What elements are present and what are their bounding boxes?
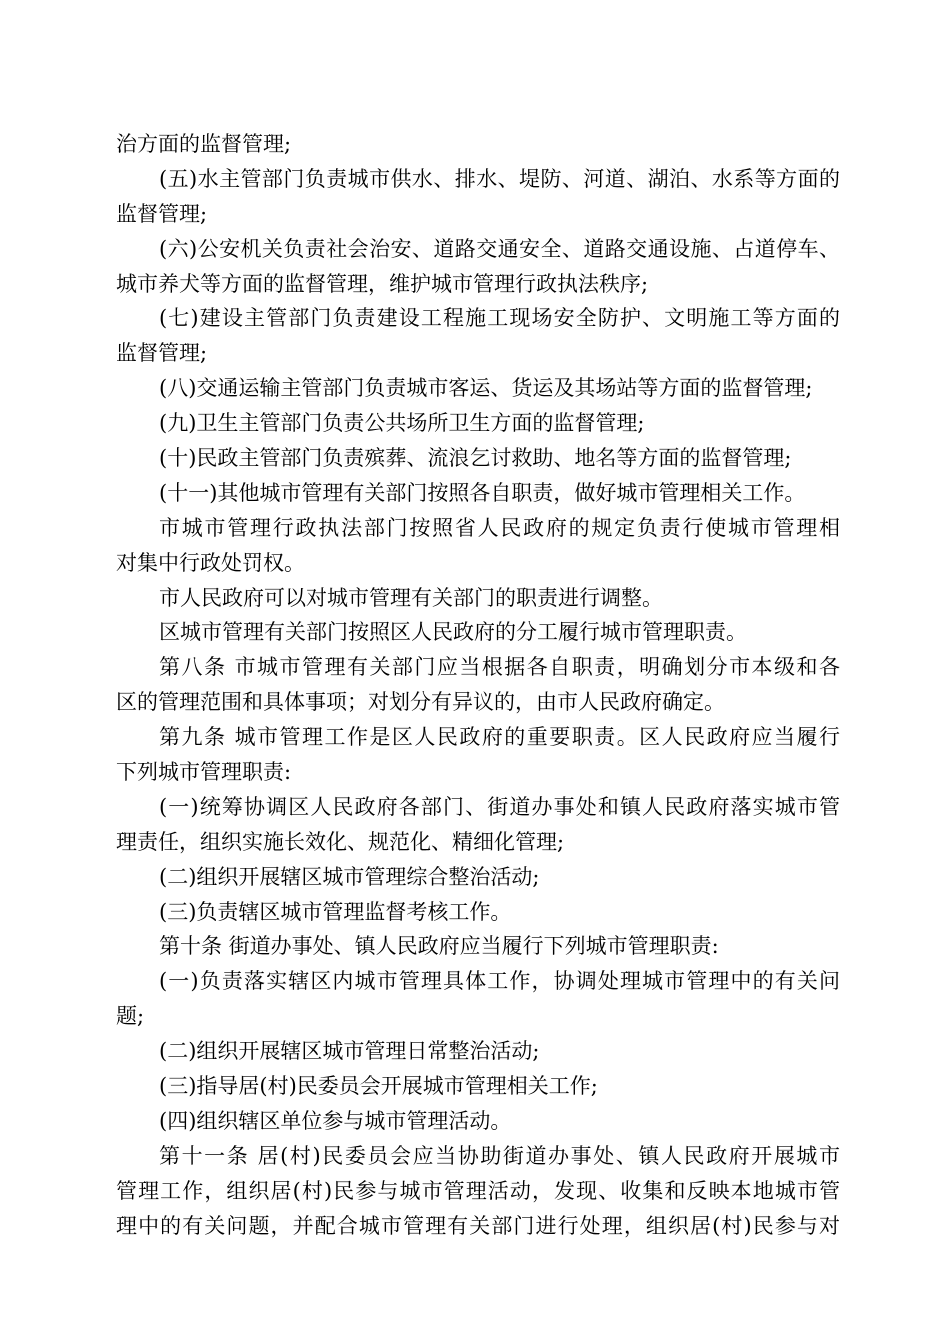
text-line: 第十条 街道办事处、镇人民政府应当履行下列城市管理职责: (159, 934, 719, 959)
text-line: 理中的有关问题，并配合城市管理有关部门进行处理，组织居(村)民参与对 (116, 1213, 840, 1238)
text-line: 市城市管理行政执法部门按照省人民政府的规定负责行使城市管理相 (159, 515, 840, 540)
text-line: 区的管理范围和具体事项；对划分有异议的，由市人民政府确定。 (116, 690, 725, 715)
text-line: 理责任，组织实施长效化、规范化、精细化管理; (116, 829, 565, 854)
text-line: (七)建设主管部门负责建设工程施工现场安全防护、文明施工等方面的 (159, 306, 840, 331)
text-line: (六)公安机关负责社会治安、道路交通安全、道路交通设施、占道停车、 (159, 236, 840, 261)
text-line: 第十一条 居(村)民委员会应当协助街道办事处、镇人民政府开展城市 (159, 1143, 840, 1168)
text-line: (五)水主管部门负责城市供水、排水、堤防、河道、湖泊、水系等方面的 (159, 166, 840, 191)
document-body (116, 127, 840, 1244)
text-line: 第九条 城市管理工作是区人民政府的重要职责。区人民政府应当履行 (159, 725, 840, 750)
text-line: (一)统筹协调区人民政府各部门、街道办事处和镇人民政府落实城市管 (159, 794, 840, 819)
text-line: 监督管理; (116, 341, 208, 366)
text-line: (三)负责辖区城市管理监督考核工作。 (159, 899, 512, 924)
text-line: 治方面的监督管理; (116, 132, 292, 156)
text-line: 监督管理; (116, 201, 208, 226)
text-line: 第八条 市城市管理有关部门应当根据各自职责，明确划分市本级和各 (159, 655, 840, 680)
text-line: (九)卫生主管部门负责公共场所卫生方面的监督管理; (159, 411, 645, 436)
text-line: 管理工作，组织居(村)民参与城市管理活动，发现、收集和反映本地城市管 (116, 1178, 840, 1203)
text-line: (四)组织辖区单位参与城市管理活动。 (159, 1108, 512, 1133)
text-line: 对集中行政处罚权。 (116, 550, 305, 575)
text-line: (十一)其他城市管理有关部门按照各自职责，做好城市管理相关工作。 (159, 480, 806, 505)
text-line: (十)民政主管部门负责殡葬、流浪乞讨救助、地名等方面的监督管理; (159, 446, 792, 471)
text-line: 城市养犬等方面的监督管理，维护城市管理行政执法秩序; (116, 271, 649, 296)
text-line: (二)组织开展辖区城市管理综合整治活动; (159, 864, 540, 889)
text-line: (三)指导居(村)民委员会开展城市管理相关工作; (159, 1074, 598, 1099)
text-line: (八)交通运输主管部门负责城市客运、货运及其场站等方面的监督管理; (159, 376, 813, 401)
text-line: 区城市管理有关部门按照区人民政府的分工履行城市管理职责。 (159, 620, 747, 645)
text-line: 题; (116, 1004, 145, 1029)
text-line: 市人民政府可以对城市管理有关部门的职责进行调整。 (159, 585, 663, 610)
text-line: (二)组织开展辖区城市管理日常整治活动; (159, 1039, 540, 1064)
text-line: 下列城市管理职责: (116, 760, 292, 785)
text-line: (一)负责落实辖区内城市管理具体工作，协调处理城市管理中的有关问 (159, 969, 840, 994)
